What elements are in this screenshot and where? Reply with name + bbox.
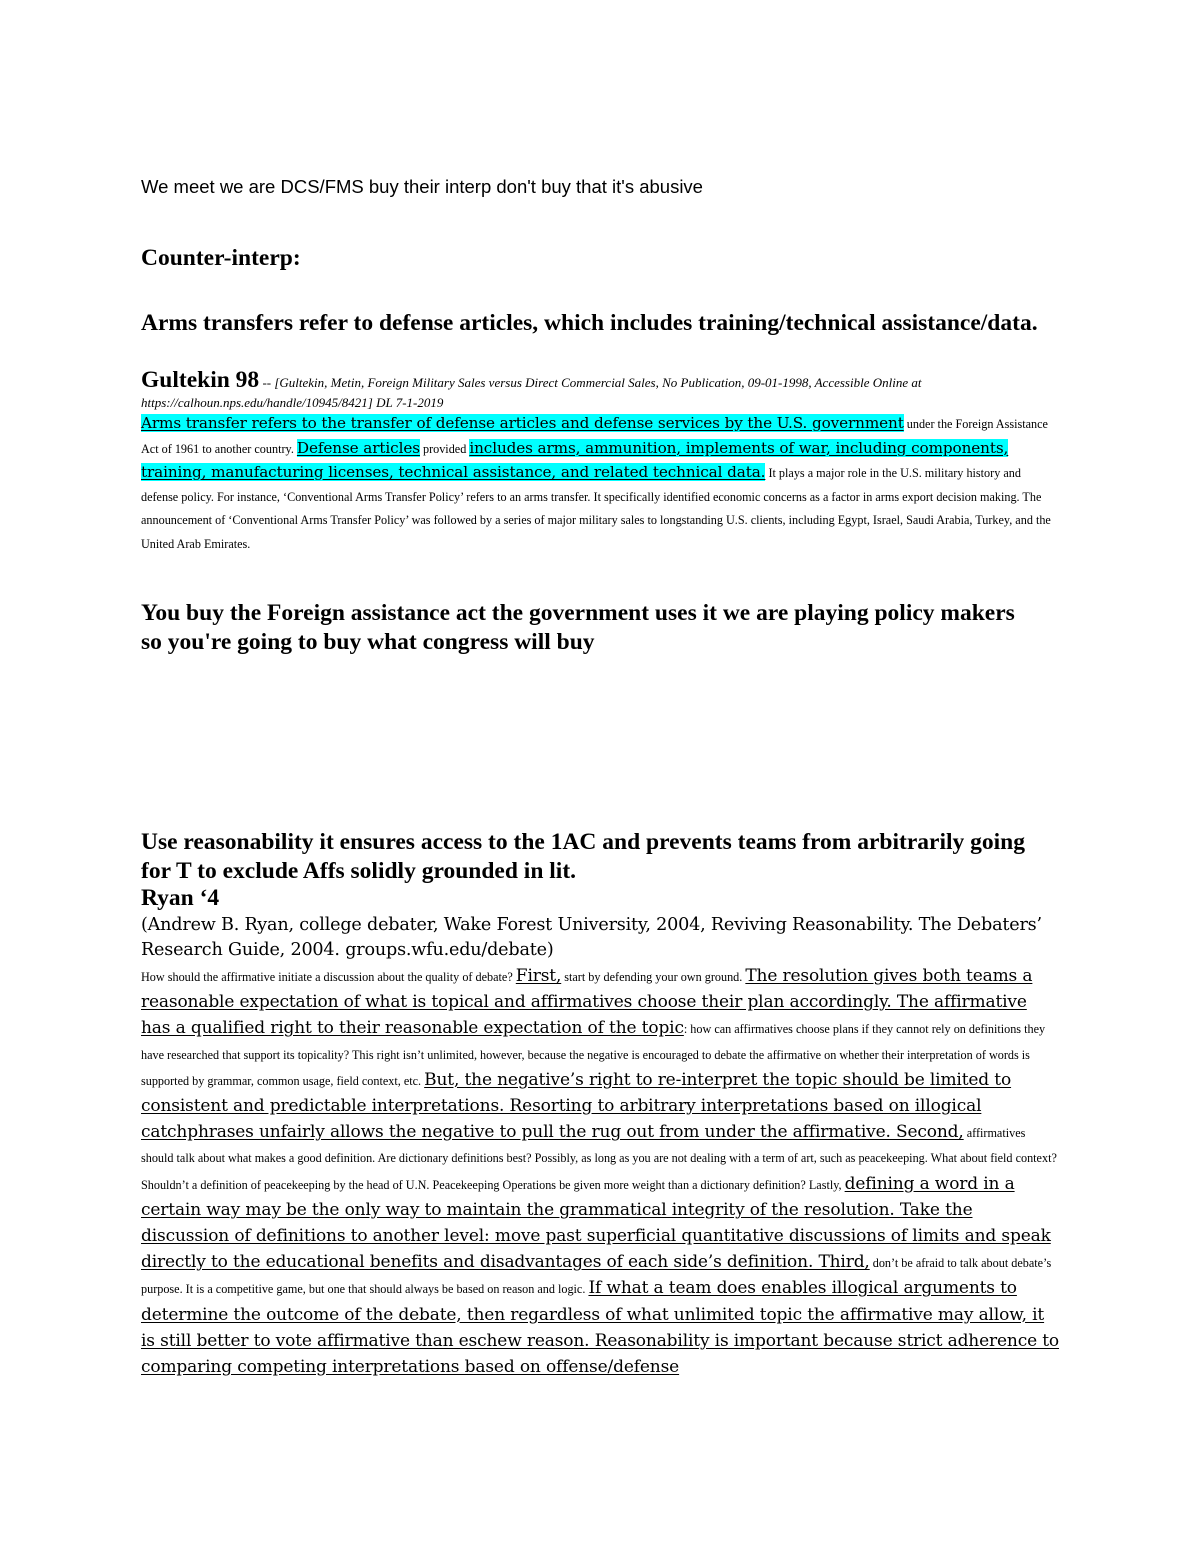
policy-makers-heading: You buy the Foreign assistance act the government uses it we are playing policy makers so you're going to buy what congress will buy [141,600,1015,655]
card-1-highlight-3: includes arms, ammunition, implements of war, including components, training, manufacturing licenses, technical assistance, and related technical data. [141,438,1009,481]
card-1-evidence [141,412,1059,556]
reasonability-heading: Use reasonability it ensures access to the 1AC and prevents teams from arbitrarily going for T to exclude Affs solidly grounded in lit. [141,829,1026,884]
card-2-underline-5: If what a team does enables illogical arguments to determine the outcome of the debate, then regardless of what unlimited topic the affirmative may allow, it is still better to vote affirmative than eschew reason. Reasonability is important because strict adherence to comparing competing interpretations based on offense/defense [141,1278,1060,1378]
card-1-highlight-2: Defense articles [296,438,420,457]
card-2-text-3: : how can affirmatives choose plans if they cannot rely on definitions they have researched that support its topicality? This right isn’t unlimited, however, because the negative is encouraged to debate the affirmative on whether their interpretation of words is supported by grammar, common usage, field context, etc. [141,1022,1046,1088]
card-2-underline-1: First, [515,966,562,986]
card-2-underline-2: The resolution gives both teams a reasonable expectation of what is topical and affirmatives choose their plan accordingly. The affirmative has a qualified right to their reasonable expectation of the topic [141,966,1033,1039]
card-1-citation [141,367,1059,413]
card-2-text-1: How should the affirmative initiate a discussion about the quality of debate? [141,970,516,984]
card-2-cite: (Andrew B. Ryan, college debater, Wake Forest University, 2004, Reviving Reasonability. The Debaters’ Research Guide, 2004. groups.wfu.edu/debate) [141,915,1042,960]
card-2-tag: Ryan ‘4 [141,885,220,911]
card-2-citation [141,884,1059,963]
card-1-tag: Gultekin 98 [141,367,260,393]
counter-interp-heading: Counter-interp: [141,245,301,271]
card-1-cite: -- [Gultekin, Metin, Foreign Military Sales versus Direct Commercial Sales, No Publication, 09-01-1998, Accessible Online at https://calhoun.nps.edu/handle/10945/8421] DL 7-1-2019 [141,375,922,410]
card-2-text-2: start by defending your own ground. [561,970,746,984]
card-2-text-4: affirmatives should talk about what makes a good definition. Are dictionary definitions best? Possibly, as long as you are not dealing with a term of art, such as peacekeeping. What about field context? Shouldn’t a definition of peacekeeping by the head of U.N. Peacekeeping Operations be given more weight than a dictionary definition? Lastly, [141,1126,1057,1192]
card-2-underline-4: defining a word in a certain way may be the only way to maintain the grammatical integrity of the resolution. Take the discussion of definitions to another level: move past superficial quantitative discussions of limits and speak directly to the educational benefits and disadvantages of each side’s definition. Third, [141,1173,1051,1273]
card-1-text-1: under the Foreign Assistance Act of 1961 to another country. [141,417,1048,456]
card-1-text-3: It plays a major role in the U.S. military history and defense policy. For instance, ‘Conventional Arms Transfer Policy’ refers to an arms transfer. It specifically identified economic concerns as a factor in arms export decision making. The announcement of ‘Conventional Arms Transfer Policy’ was followed by a series of major military sales to longstanding U.S. clients, including Egypt, Israel, Saudi Arabia, Turkey, and the United Arab Emirates. [141,466,1051,551]
arms-transfers-heading: Arms transfers refer to defense articles, which includes training/technical assistance/data. [141,310,1038,336]
card-1-text-2: provided [419,441,470,456]
card-2-evidence [141,964,1059,1381]
card-2-underline-3: But, the negative’s right to re-interpret the topic should be limited to consistent and predictable interpretations. Resorting to arbitrary interpretations based on illogical catchphrases unfairly allows the negative to pull the rug out from under the affirmative. Second, [141,1069,1012,1143]
intro-line: We meet we are DCS/FMS buy their interp don't buy that it's abusive [141,176,703,197]
card-1-highlight-1: Arms transfer refers to the transfer of defense articles and defense services by the U.S. government [141,414,904,432]
card-2-text-5: don’t be afraid to talk about debate’s purpose. It is a competitive game, but one that should always be based on reason and logic. [141,1256,1052,1297]
